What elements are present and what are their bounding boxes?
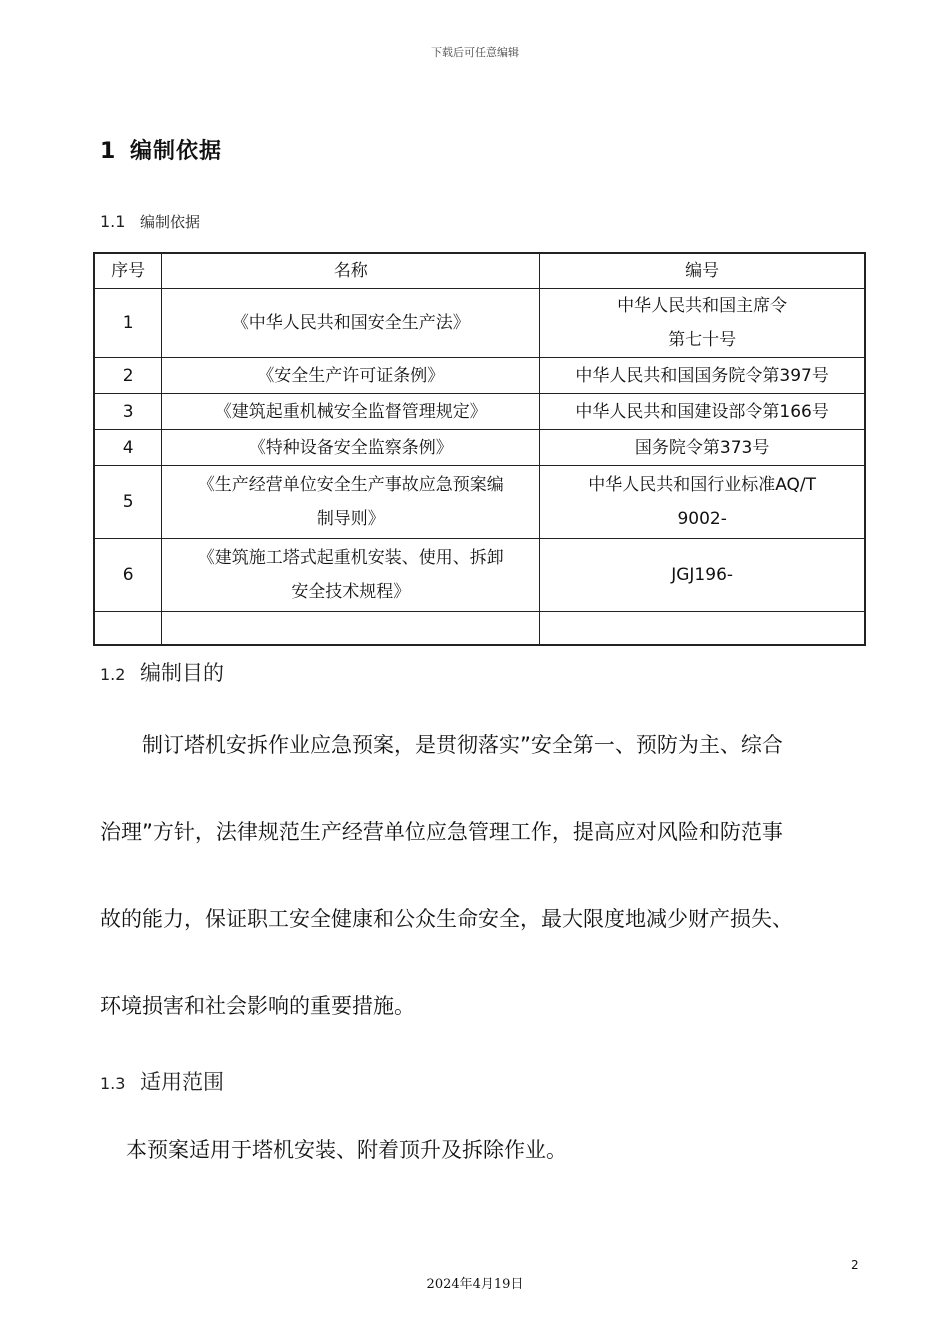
basis-table <box>93 252 866 646</box>
cell-code <box>540 289 865 358</box>
column-header-no: 序号 <box>94 253 162 289</box>
table-row <box>94 289 865 358</box>
table-header-row <box>94 253 865 289</box>
paragraph-line: 制订塔机安拆作业应急预案，是贯彻落实”安全第一、预防为主、综合 <box>142 733 783 757</box>
cell-empty <box>540 612 865 646</box>
section-number: 1 <box>100 139 117 164</box>
column-header-code: 编号 <box>540 253 865 289</box>
cell-name <box>162 466 540 539</box>
cell-no: 2 <box>94 358 162 394</box>
cell-no: 5 <box>94 466 162 539</box>
section-title: 适用范围 <box>140 1070 224 1094</box>
cell-no: 3 <box>94 394 162 430</box>
cell-name-line: 《生产经营单位安全生产事故应急预案编 <box>197 475 504 495</box>
scope-paragraph: 本预案适用于塔机安装、附着顶升及拆除作业。 <box>126 1138 567 1162</box>
cell-code: 中华人民共和国建设部令第166号 <box>540 394 865 430</box>
section-title: 编制依据 <box>130 139 223 164</box>
cell-name-line: 安全技术规程》 <box>291 582 411 602</box>
cell-code: 国务院令第373号 <box>540 430 865 466</box>
table-row-empty <box>94 612 865 646</box>
cell-name <box>162 539 540 612</box>
section-number: 1.1 <box>100 212 126 231</box>
section-1-heading <box>100 134 222 165</box>
cell-name: 《建筑起重机械安全监督管理规定》 <box>162 394 540 430</box>
cell-name: 《特种设备安全监察条例》 <box>162 430 540 466</box>
section-number: 1.3 <box>100 1074 126 1093</box>
cell-code-line: 中华人民共和国主席令 <box>617 296 788 316</box>
table-row <box>94 394 865 430</box>
table-row <box>94 358 865 394</box>
table-row <box>94 539 865 612</box>
paragraph-line: 治理”方针，法律规范生产经营单位应急管理工作，提高应对风险和防范事 <box>100 820 783 844</box>
cell-code: JGJ196- <box>540 539 865 612</box>
paragraph-line: 环境损害和社会影响的重要措施。 <box>100 994 415 1018</box>
cell-code-line: 第七十号 <box>668 330 737 350</box>
cell-empty <box>94 612 162 646</box>
purpose-paragraph <box>100 702 880 1050</box>
header-note: 下载后可任意编辑 <box>431 46 519 59</box>
paragraph-line: 故的能力，保证职工安全健康和公众生命安全，最大限度地减少财产损失、 <box>100 907 793 931</box>
section-title: 编制目的 <box>140 661 224 685</box>
section-number: 1.2 <box>100 665 126 684</box>
table-row <box>94 466 865 539</box>
section-1-2-heading <box>100 657 224 687</box>
page-number: 2 <box>851 1258 859 1272</box>
cell-no: 4 <box>94 430 162 466</box>
cell-name: 《安全生产许可证条例》 <box>162 358 540 394</box>
cell-code: 中华人民共和国国务院令第397号 <box>540 358 865 394</box>
cell-code <box>540 466 865 539</box>
section-1-1-heading <box>100 211 200 232</box>
cell-no: 1 <box>94 289 162 358</box>
cell-code-line: 中华人民共和国行业标准AQ/T <box>588 475 817 495</box>
column-header-name: 名称 <box>162 253 540 289</box>
cell-name: 《中华人民共和国安全生产法》 <box>162 289 540 358</box>
cell-name-line: 《建筑施工塔式起重机安装、使用、拆卸 <box>197 548 504 568</box>
section-title: 编制依据 <box>140 213 201 231</box>
cell-code-line: 9002- <box>677 509 727 529</box>
table-row <box>94 430 865 466</box>
footer-date: 2024年4月19日 <box>426 1277 524 1292</box>
cell-no: 6 <box>94 539 162 612</box>
cell-empty <box>162 612 540 646</box>
cell-name-line: 制导则》 <box>316 509 385 529</box>
section-1-3-heading <box>100 1066 224 1096</box>
